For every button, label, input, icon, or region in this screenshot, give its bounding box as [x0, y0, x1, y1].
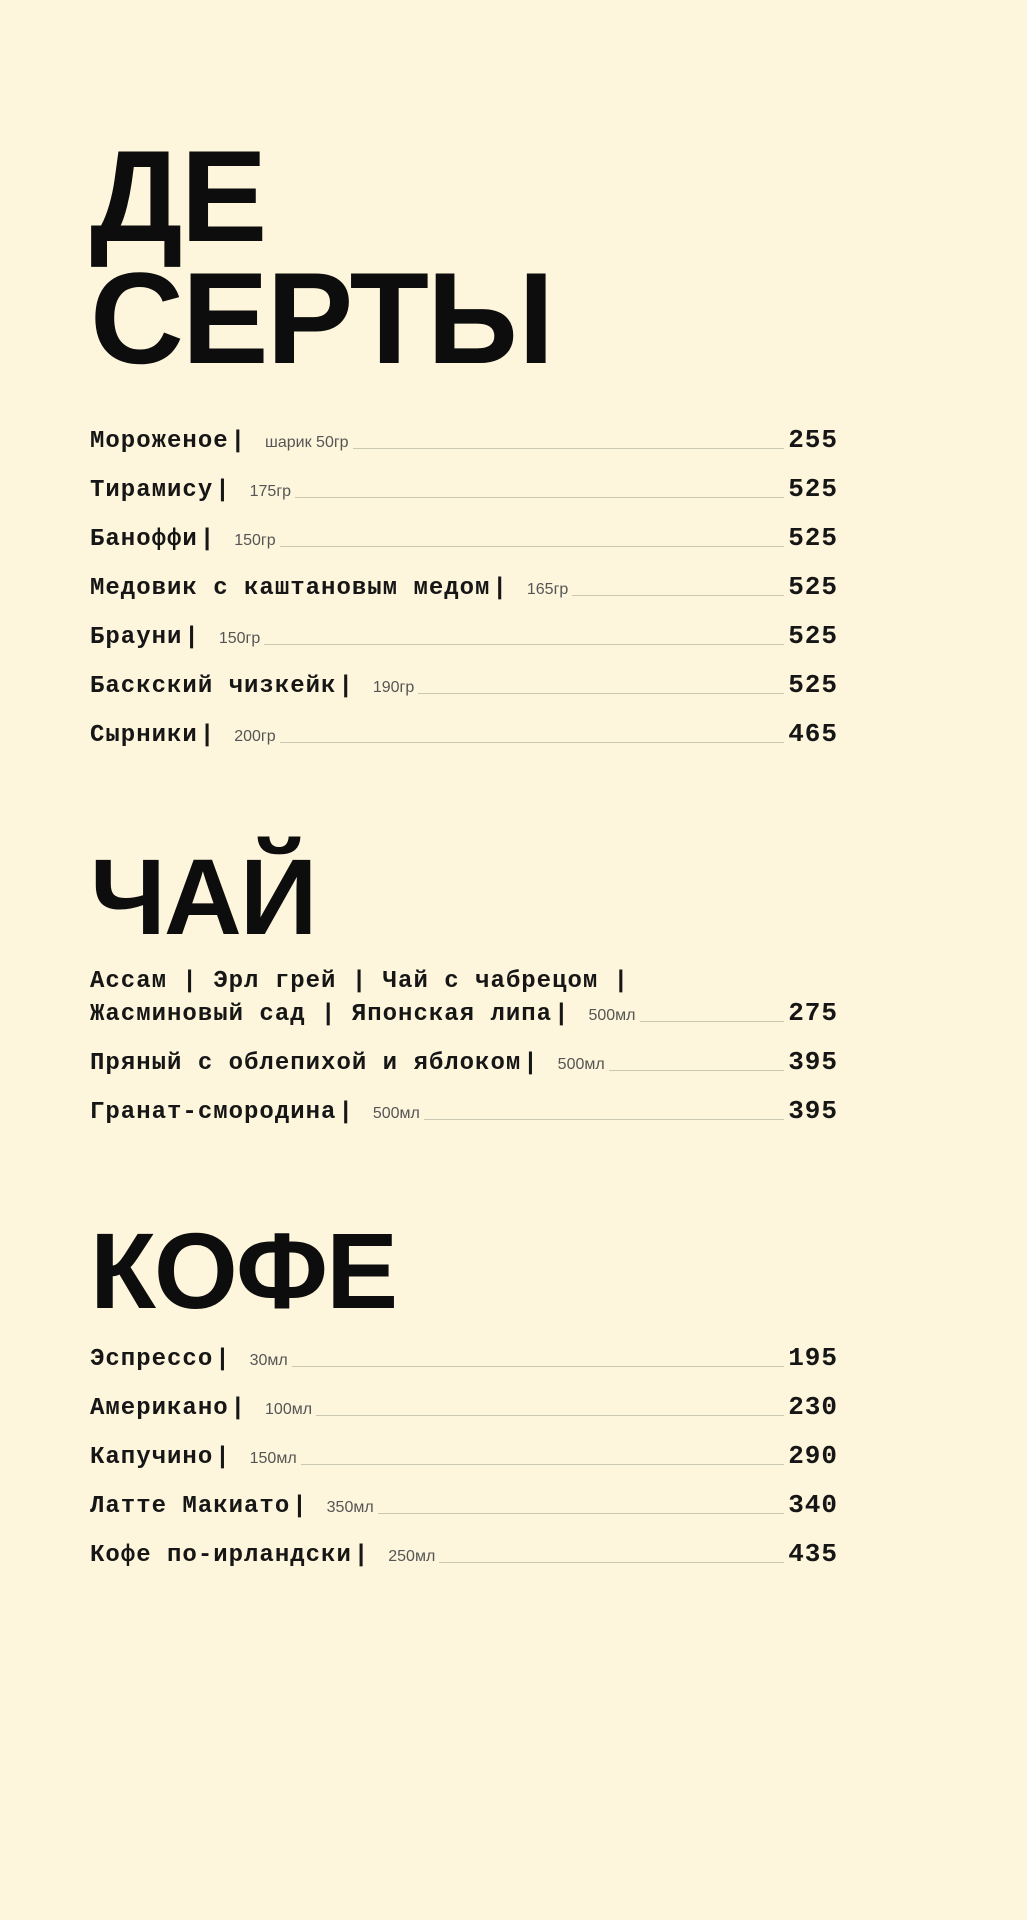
- item-name: Эспрессо: [90, 1346, 214, 1373]
- item-name: Мороженое: [90, 428, 229, 455]
- item-name: Кофе по-ирландски: [90, 1542, 352, 1569]
- item-separator: |: [338, 673, 353, 700]
- item-price: 290: [788, 1441, 838, 1471]
- item-separator: |: [353, 1542, 369, 1569]
- item-portion: 100мл: [265, 1401, 313, 1418]
- item-portion: 150гр: [218, 630, 261, 647]
- item-price: 525: [788, 572, 838, 602]
- item-name: Американо: [90, 1395, 229, 1422]
- item-name: Тирамису: [90, 477, 214, 504]
- item-portion: 150мл: [249, 1450, 297, 1467]
- item-price: 340: [788, 1490, 838, 1520]
- leader-line: [378, 1513, 785, 1514]
- leader-line: [418, 693, 784, 694]
- item-name-line1: Ассам | Эрл грей | Чай с чабрецом |: [90, 968, 630, 995]
- item-separator: |: [215, 477, 230, 504]
- leader-line: [301, 1464, 785, 1465]
- menu-item: [90, 611, 838, 651]
- item-name: Жасминовый сад | Японская липа: [90, 1001, 553, 1028]
- item-separator: |: [230, 1395, 246, 1422]
- item-price: 525: [788, 474, 838, 504]
- item-price: 525: [788, 670, 838, 700]
- item-name: Латте Макиато: [90, 1493, 291, 1520]
- item-portion: 350мл: [326, 1499, 374, 1516]
- item-name: Брауни: [90, 624, 183, 651]
- section-heading-coffee: [90, 1210, 397, 1331]
- item-portion: 175гр: [249, 483, 292, 500]
- menu-item: [90, 709, 838, 749]
- menu-item: [90, 968, 838, 1028]
- item-separator: |: [338, 1099, 353, 1126]
- menu-item: [90, 513, 838, 553]
- item-price: 395: [788, 1047, 838, 1077]
- item-name: Пряный с облепихой и яблоком: [90, 1050, 522, 1077]
- item-portion: 30мл: [249, 1352, 288, 1369]
- item-separator: |: [523, 1050, 538, 1077]
- leader-line: [264, 644, 784, 645]
- menu-item: [90, 415, 838, 455]
- item-portion: 165гр: [526, 581, 569, 598]
- item-portion: 250мл: [388, 1548, 436, 1565]
- item-price: 465: [788, 719, 838, 749]
- menu-item: [90, 1382, 838, 1422]
- menu-item: [90, 1480, 838, 1520]
- leader-line: [280, 742, 785, 743]
- item-portion: 200гр: [234, 728, 276, 745]
- item-price: 435: [788, 1539, 838, 1569]
- item-price: 195: [788, 1343, 838, 1373]
- item-separator: |: [554, 1001, 569, 1028]
- leader-line: [640, 1021, 785, 1022]
- menu-item: [90, 1431, 838, 1471]
- item-separator: |: [492, 575, 507, 602]
- heading-line: ДЕ: [90, 123, 266, 269]
- item-price: 275: [788, 998, 838, 1028]
- leader-line: [280, 546, 785, 547]
- item-name: Гранат-смородина: [90, 1099, 337, 1126]
- item-separator: |: [184, 624, 199, 651]
- menu-item: [90, 562, 838, 602]
- item-separator: |: [199, 722, 215, 749]
- item-separator: |: [292, 1493, 307, 1520]
- item-separator: |: [230, 428, 246, 455]
- leader-line: [609, 1070, 784, 1071]
- heading-line: КОФЕ: [90, 1210, 397, 1331]
- item-name: Медовик с каштановым медом: [90, 575, 491, 602]
- section-heading-desserts: [90, 123, 553, 391]
- menu-item: [90, 1037, 838, 1077]
- menu-item: [90, 1333, 838, 1373]
- item-name: Баскский чизкейк: [90, 673, 337, 700]
- menu-item: [90, 1086, 838, 1126]
- leader-line: [292, 1366, 784, 1367]
- item-price: 255: [788, 425, 838, 455]
- item-separator: |: [199, 526, 215, 553]
- menu-item: [90, 1529, 838, 1569]
- leader-line: [572, 595, 784, 596]
- heading-line: ЧАЙ: [90, 836, 316, 957]
- menu-item: [90, 660, 838, 700]
- item-name: Сырники: [90, 722, 198, 749]
- item-portion: 500мл: [557, 1056, 605, 1073]
- leader-line: [295, 497, 784, 498]
- item-price: 395: [788, 1096, 838, 1126]
- item-portion: 150гр: [234, 532, 276, 549]
- leader-line: [316, 1415, 784, 1416]
- item-portion: 500мл: [588, 1007, 636, 1024]
- leader-line: [353, 448, 785, 449]
- section-heading-tea: [90, 836, 316, 957]
- item-price: 230: [788, 1392, 838, 1422]
- heading-line: СЕРТЫ: [90, 245, 553, 391]
- item-portion: 190гр: [372, 679, 415, 696]
- item-price: 525: [788, 523, 838, 553]
- leader-line: [424, 1119, 784, 1120]
- item-portion: 500мл: [372, 1105, 420, 1122]
- item-separator: |: [215, 1444, 230, 1471]
- item-price: 525: [788, 621, 838, 651]
- item-name: Баноффи: [90, 526, 198, 553]
- leader-line: [439, 1562, 784, 1563]
- item-separator: |: [215, 1346, 230, 1373]
- item-portion: шарик 50гр: [265, 434, 349, 451]
- menu-item: [90, 464, 838, 504]
- item-name: Капучино: [90, 1444, 214, 1471]
